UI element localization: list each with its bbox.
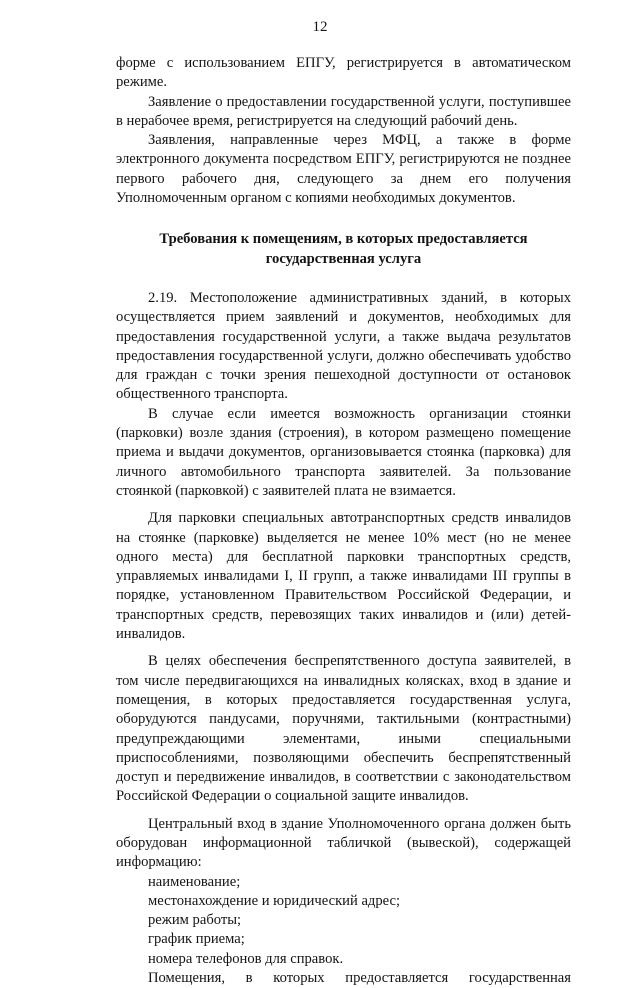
paragraph-mfc-registration: Заявления, направленные через МФЦ, а также в форме электронного документа посредством ЕПГУ, регистрируются не позднее первого рабочего дня, следующего за днем его получения Уполномоченным органом с копиями необходимых документов. (116, 132, 571, 207)
paragraph-2-19: 2.19. Местоположение административных зданий, в которых осуществляется прием заявлений и документов, необходимых для предоставления государственной услуги, а также выдача результатов предоставления государственной услуги, должно обеспечивать удобство для граждан с точки зрения пешеходной доступности от остановок общественного транспорта. (116, 289, 571, 403)
list-item: наименование; (148, 873, 241, 890)
paragraph-continuation: форме с использованием ЕПГУ, регистрируется в автоматическом режиме. (116, 55, 571, 91)
page-number: 12 (312, 19, 328, 35)
paragraph-nonworking-time: Заявление о предоставлении государственной услуги, поступившее в нерабочее время, регистрируется на следующий рабочий день. (116, 93, 571, 129)
paragraph-premises: Помещения, в которых предоставляется государственная (148, 970, 571, 987)
list-item: номера телефонов для справок. (148, 950, 344, 967)
paragraph-entrance-sign: Центральный вход в здание Уполномоченного органа должен быть оборудован информационной табличкой (вывеской), содержащей информацию: (116, 815, 571, 871)
list-item: местонахождение и юридический адрес; (148, 892, 401, 909)
paragraph-accessibility: В целях обеспечения беспрепятственного доступа заявителей, в том числе передвигающихся на инвалидных колясках, вход в здание и помещения, в которых предоставляется государственная услуга, оборудуются пандусами, поручнями, тактильными (контрастными) предупреждающими элементами, иными специальными приспособлениями, позволяющими обеспечить беспрепятственный доступ и передвижение инвалидов, в соответствии с законодательством Российской Федерации о социальной защите инвалидов. (116, 653, 571, 805)
document-body (116, 54, 571, 988)
paragraph-parking: В случае если имеется возможность организации стоянки (парковки) возле здания (строения), в котором размещено помещение приема и выдачи документов, организовывается стоянка (парковка) для личного автомобильного транспорта заявителей. За пользование стоянкой (парковкой) с заявителей плата не взимается. (116, 405, 571, 499)
paragraph-disabled-parking: Для парковки специальных автотранспортных средств инвалидов на стоянке (парковке) выделяется не менее 10% мест (но не менее одного места) для бесплатной парковки транспортных средств, управляемых инвалидами I, II групп, а также инвалидами III группы в порядке, установленном Правительством Российской Федерации, и транспортных средств, перевозящих таких инвалидов и (или) детей-инвалидов. (116, 510, 571, 643)
list-item: режим работы; (148, 912, 242, 929)
section-heading: Требования к помещениям, в которых предоставляется государственная услуга (159, 231, 528, 267)
list-item: график приема; (148, 931, 245, 948)
